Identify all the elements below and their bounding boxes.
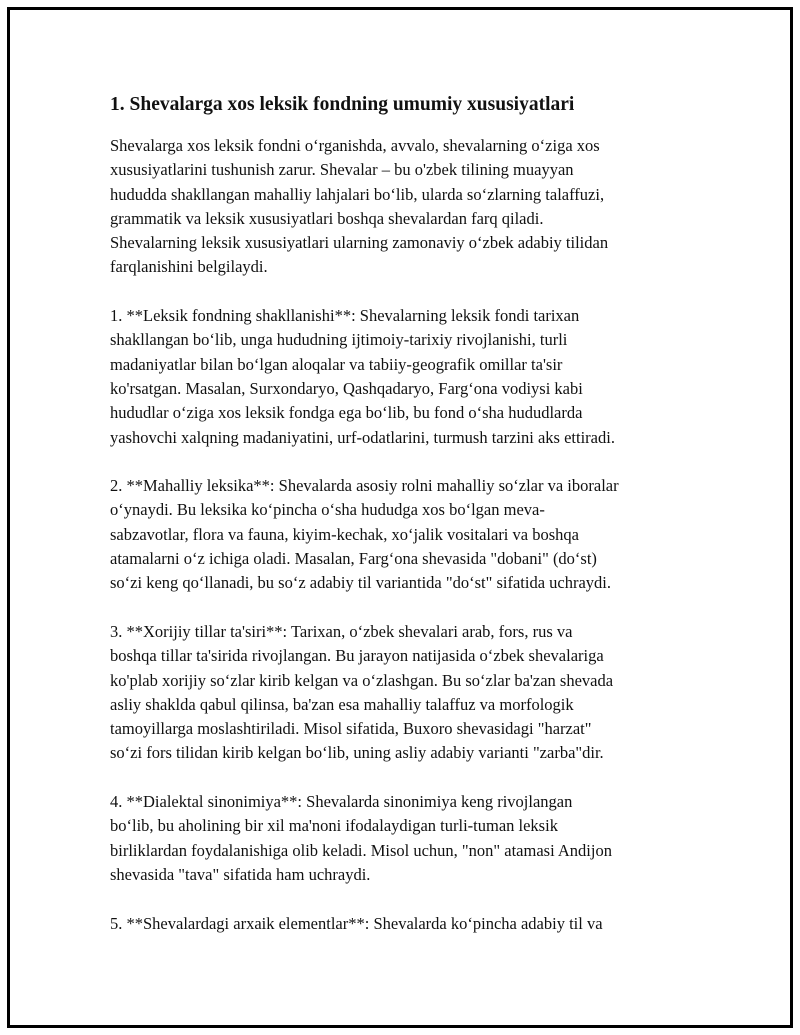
list-item-5-paragraph xyxy=(110,912,690,936)
text-line: 4. **Dialektal sinonimiya**: Shevalarda sinonimiya keng rivojlangan xyxy=(110,792,573,812)
text-line: so‘zi keng qo‘llanadi, bu so‘z adabiy til variantida "do‘st" sifatida uchraydi. xyxy=(110,573,611,593)
text-line: 5. **Shevalardagi arxaik elementlar**: Shevalarda ko‘pincha adabiy til va xyxy=(110,913,603,933)
text-line: birliklardan foydalanishiga olib keladi. Misol uchun, "non" atamasi Andijon xyxy=(110,840,612,860)
text-line: sabzavotlar, flora va fauna, kiyim-kechak, xo‘jalik vositalari va boshqa xyxy=(110,524,579,544)
text-line: tamoyillarga moslashtiriladi. Misol sifatida, Buxoro shevasidagi "harzat" xyxy=(110,719,592,739)
text-line: Shevalarga xos leksik fondni o‘rganishda, avvalo, shevalarning o‘ziga xos xyxy=(110,136,600,155)
text-line: so‘zi fors tilidan kirib kelgan bo‘lib, uning asliy adabiy varianti "zarba"dir. xyxy=(110,743,604,763)
intro-paragraph xyxy=(110,134,690,280)
text-line: hududda shakllangan mahalliy lahjalari bo‘lib, ularda so‘zlarning talaffuzi, xyxy=(110,184,605,204)
text-line: xususiyatlarini tushunish zarur. Shevalar – bu o'zbek tilining muayyan xyxy=(110,160,574,180)
text-line: boshqa tillar ta'sirida rivojlangan. Bu jarayon natijasida o‘zbek shevalariga xyxy=(110,646,604,666)
text-line: grammatik va leksik xususiyatlari boshqa shevalardan farq qiladi. xyxy=(110,208,544,228)
text-line: madaniyatlar bilan bo‘lgan aloqalar va tabiiy-geografik omillar ta'sir xyxy=(110,354,563,374)
text-line: yashovchi xalqning madaniyatini, urf-odatlarini, turmush tarzini aks ettiradi. xyxy=(110,427,615,447)
text-line: shevasida "tava" sifatida ham uchraydi. xyxy=(110,864,371,884)
list-item-2-paragraph xyxy=(110,474,690,595)
list-item-1-paragraph xyxy=(110,304,690,450)
text-line: hududlar o‘ziga xos leksik fondga ega bo‘lib, bu fond o‘sha hududlarda xyxy=(110,403,583,423)
text-line: atamalarni o‘z ichiga oladi. Masalan, Farg‘ona shevasida "dobani" (do‘st) xyxy=(110,549,597,569)
text-line: ko'rsatgan. Masalan, Surxondaryo, Qashqadaryo, Farg‘ona vodiysi kabi xyxy=(110,378,583,398)
text-line: shakllangan bo‘lib, unga hududning ijtimoiy-tarixiy rivojlanishi, turli xyxy=(110,330,568,350)
text-line: 2. **Mahalliy leksika**: Shevalarda asosiy rolni mahalliy so‘zlar va iboralar xyxy=(110,476,619,496)
text-line: 1. **Leksik fondning shakllanishi**: Shevalarning leksik fondi tarixan xyxy=(110,306,580,326)
text-line: farqlanishini belgilaydi. xyxy=(110,257,268,277)
list-item-3-paragraph xyxy=(110,620,690,766)
text-line: 3. **Xorijiy tillar ta'siri**: Tarixan, o‘zbek shevalari arab, fors, rus va xyxy=(110,621,573,641)
section-heading: 1. Shevalarga xos leksik fondning umumiy xususiyatlari xyxy=(110,94,575,115)
document-body xyxy=(110,92,690,936)
text-line: bo‘lib, bu aholining bir xil ma'noni ifodalaydigan turli-tuman leksik xyxy=(110,816,558,836)
list-item-4-paragraph xyxy=(110,790,690,887)
text-line: o‘ynaydi. Bu leksika ko‘pincha o‘sha hududga xos bo‘lgan meva- xyxy=(110,500,545,520)
text-line: ko'plab xorijiy so‘zlar kirib kelgan va o‘zlashgan. Bu so‘zlar ba'zan shevada xyxy=(110,670,614,690)
text-line: asliy shaklda qabul qilinsa, ba'zan esa mahalliy talaffuz va morfologik xyxy=(110,694,574,714)
text-line: Shevalarning leksik xususiyatlari ularning zamonaviy o‘zbek adabiy tilidan xyxy=(110,233,609,253)
